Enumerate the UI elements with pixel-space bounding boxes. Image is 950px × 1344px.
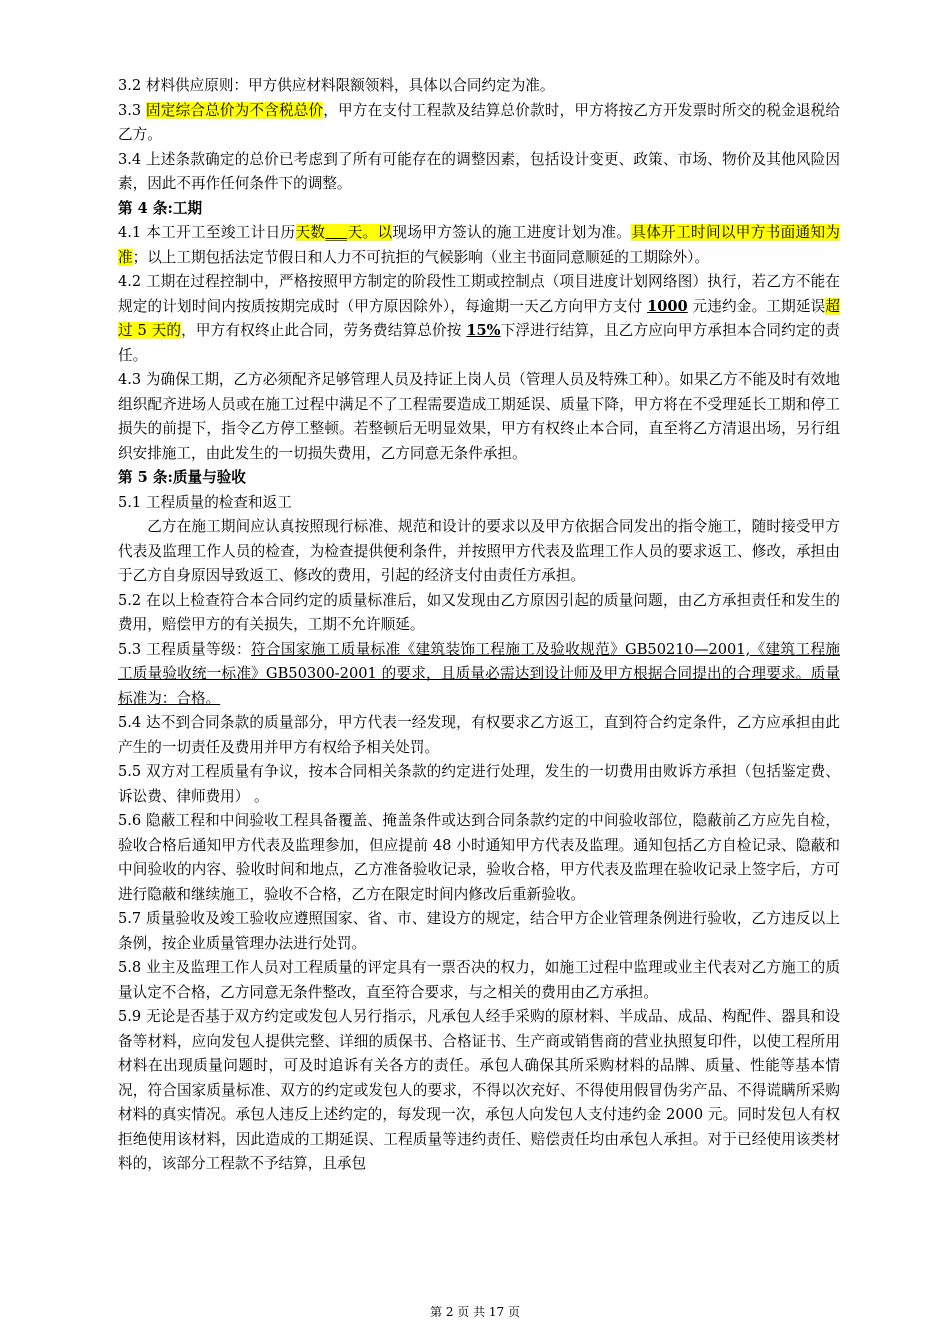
highlight-days-unit: 天。以	[347, 224, 393, 241]
document-page	[118, 74, 840, 1177]
clause-5-8: 5.8 业主及监理工作人员对工程质量的评定具有一票否决的权力，如施工过程中监理或业主代表对乙方施工的质量认定不合格，乙方同意无条件整改，直至符合要求，与之相关的费用由乙方承担。	[118, 959, 840, 1001]
page-footer: 第 2 页 共 17 页	[430, 1305, 520, 1319]
clause-4-2-lead: 4.2 工期在过程控制中，严格按照甲方制定的阶段性工期或控制点（项目进度计划网络图）执行，若乙方不能在规定的计划时间内按质按期完成时（甲方原因除外），每逾期一天乙方向甲方支付	[118, 273, 840, 315]
clause-4-2-mid: 元违约金。工期延误	[687, 297, 826, 315]
highlight-tax-exclusive: 固定综合总价为不含税总价	[146, 101, 324, 119]
clause-5-3-lead: 5.3 工程质量等级：	[118, 640, 251, 658]
clause-4-1-lead: 4.1 本工开工至竣工计日历	[118, 224, 296, 241]
clause-5-9: 5.9 无论是否基于双方约定或发包人另行指示，凡承包人经手采购的原材料、半成品、成品、构配件、器具和设备等材料，应向发包人提供完整、详细的质保书、合格证书、生产商或销售商的营业执照复印件，以使工程所用材料在出现质量问题时，可及时追诉有关各方的责任。承包人确保其所采购材料的品牌、质量、性能等基本情况，符合国家质量标准、双方的约定或发包人的要求，不得以次充好、不得使用假冒伪劣产品、不得谎瞒所采购材料的真实情况。承包人违反上述约定的，每发现一次，承包人向发包人支付违约金 2000 元。同时发包人有权拒绝使用该材料，因此造成的工期延误、工程质量等违约责任、赔偿责任均由承包人承担。对于已经使用该类材料的，该部分工程款不予结算，且承包	[118, 1008, 840, 1172]
clause-4-1-tail: ；以上工期包括法定节假日和人力不可抗拒的气候影响（业主书面同意顺延的工期除外）。	[132, 248, 710, 266]
clause-5-5: 5.5 双方对工程质量有争议，按本合同相关条款的约定进行处理，发生的一切费用由败诉方承担（包括鉴定费、诉讼费、律师费用） 。	[118, 763, 840, 805]
clause-4-3: 4.3 为确保工期，乙方必须配齐足够管理人员及持证上岗人员（管理人员及特殊工种）。如果乙方不能及时有效地组织配齐进场人员或在施工过程中满足不了工程需要造成工期延误、质量下降，甲方将在不受理延长工期和停工损失的前提下，指令乙方停工整顿。若整顿后无明显效果，甲方有权终止本合同，直至将乙方清退出场，另行组织安排施工，由此发生的一切损失费用，乙方同意无条件承担。	[118, 371, 840, 462]
highlight-start-notice: 具体开工时间以甲方书面通知为准	[118, 224, 840, 266]
quality-standard-text: 符合国家施工质量标准《建筑装饰工程施工及验收规范》GB50210—2001,《建筑工程施工质量验收统一标准》GB50300-2001 的要求，且质量必需达到设计师及甲方根据合同提出的合理要求。质量标准为：合格。	[118, 640, 840, 707]
clause-4-1	[118, 221, 840, 270]
clause-3-3-number: 3.3	[118, 101, 147, 119]
clause-5-2: 5.2 在以上检查符合本合同约定的质量标准后，如又发现由乙方原因引起的质量问题，由乙方承担责任和发生的费用，赔偿甲方的有关损失，工期不允许顺延。	[118, 591, 840, 633]
clause-5-4: 5.4 达不到合同条款的质量部分，甲方代表一经发现，有权要求乙方返工，直到符合约定条件，乙方应承担由此产生的一切责任及费用并甲方有权给予相关处罚。	[118, 714, 840, 756]
clause-5-1: 5.1 工程质量的检查和返工	[118, 493, 292, 511]
heading-article-4: 第 4 条:工期	[118, 199, 203, 217]
clause-4-2	[118, 270, 840, 368]
days-blank: ___	[325, 224, 348, 241]
clause-5-1-body: 乙方在施工期间应认真按照现行标准、规范和设计的要求以及甲方依据合同发出的指令施工，随时接受甲方代表及监理工作人员的检查，为检查提供便利条件，并按照甲方代表及监理工作人员的要求返工、修改，承担由于乙方自身原因导致返工、修改的费用，引起的经济支付由责任方承担。	[118, 518, 840, 584]
clause-4-2-mid2: ，甲方有权终止此合同，劳务费结算总价按	[181, 322, 467, 339]
clause-3-3-text: ，甲方在支付工程款及结算总价款时，甲方将按乙方开发票时所交的税金退税给乙方。	[118, 101, 840, 143]
clause-4-2-tail: 下浮进行结算，且乙方应向甲方承担本合同约定的责任。	[118, 322, 840, 364]
clause-3-2: 3.2 材料供应原则：甲方供应材料限额领料，具体以合同约定为准。	[118, 77, 555, 94]
clause-3-3	[118, 99, 840, 148]
clause-5-7: 5.7 质量验收及竣工验收应遵照国家、省、市、建设方的规定，结合甲方企业管理条例进行验收，乙方违反以上条例，按企业质量管理办法进行处罚。	[118, 910, 840, 952]
highlight-days: 天数	[295, 224, 326, 241]
clause-4-1-mid: 现场甲方签认的施工进度计划为准。	[392, 224, 632, 241]
clause-5-3	[118, 638, 840, 712]
heading-article-5: 第 5 条:质量与验收	[118, 469, 246, 486]
discount-percent: 15%	[466, 322, 501, 339]
highlight-delay-days: 超过 5 天的	[118, 297, 841, 339]
penalty-amount: 1000	[647, 297, 688, 315]
clause-5-6: 5.6 隐蔽工程和中间验收工程具备覆盖、掩盖条件或达到合同条款约定的中间验收部位，隐蔽前乙方应先自检，验收合格后通知甲方代表及监理参加，但应提前 48 小时通知甲方代表及监理。通知包括乙方自检记录、隐蔽和中间验收的内容、验收时间和地点，乙方准备验收记录，验收合格，甲方代表及监理在验收记录上签字后，方可进行隐蔽和继续施工，验收不合格，乙方在限定时间内修改后重新验收。	[118, 812, 840, 903]
clause-3-4: 3.4 上述条款确定的总价已考虑到了所有可能存在的调整因素，包括设计变更、政策、市场、物价及其他风险因素，因此不再作任何条件下的调整。	[118, 150, 840, 192]
